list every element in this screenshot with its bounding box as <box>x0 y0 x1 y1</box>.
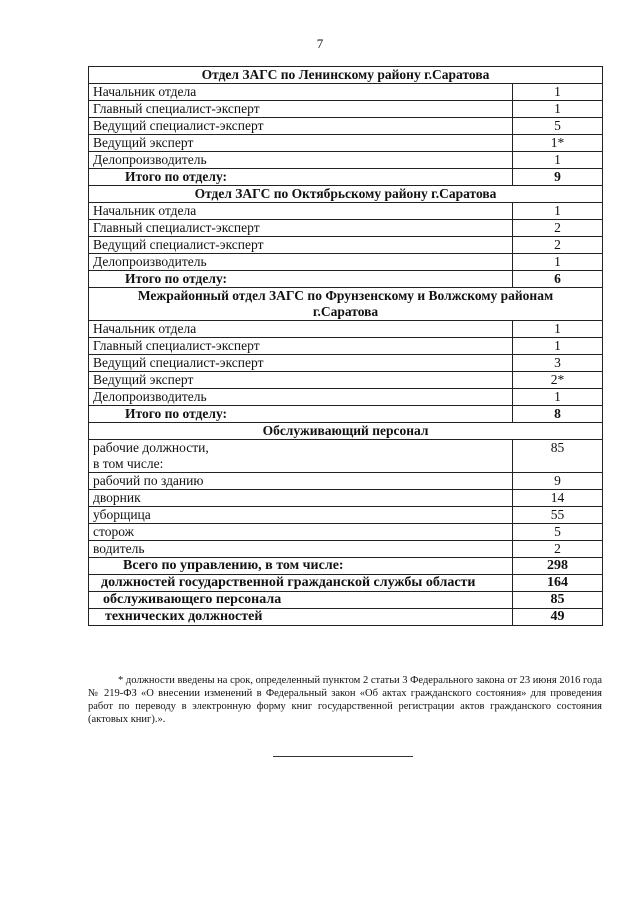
position-count: 2* <box>513 372 603 389</box>
section-title: Обслуживающий персонал <box>89 423 603 440</box>
table-row <box>89 372 603 389</box>
section-title: Отдел ЗАГС по Ленинскому району г.Саратова <box>89 67 603 84</box>
position-name: Начальник отдела <box>89 84 513 101</box>
position-name: Начальник отдела <box>89 203 513 220</box>
section-total-row <box>89 406 603 423</box>
footnote: * должности введены на срок, определенный пунктом 2 статьи 3 Федерального закона от 23 июня 2016 года № 219-ФЗ «О внесении изменений в Федеральный закон «Об актах гражданского состояния» для проведения работ по переводу в электронную форму книг государственной регистрации актов гражданского состояния (актовых книг).». <box>88 675 602 725</box>
table-row <box>89 473 603 490</box>
summary-row <box>89 558 603 575</box>
position-name <box>89 440 513 473</box>
table-row <box>89 490 603 507</box>
position-name: Делопроизводитель <box>89 389 513 406</box>
bottom-divider <box>273 756 413 757</box>
total-label: Итого по отделу: <box>89 169 513 186</box>
summary-label: Всего по управлению, в том числе: <box>89 558 513 575</box>
position-count: 55 <box>513 507 603 524</box>
position-count: 1 <box>513 389 603 406</box>
position-count: 1 <box>513 101 603 118</box>
position-count: 1 <box>513 203 603 220</box>
section-header <box>89 186 603 203</box>
position-name: уборщица <box>89 507 513 524</box>
total-count: 6 <box>513 271 603 288</box>
section-title-line: г.Саратова <box>312 304 379 319</box>
table-row <box>89 118 603 135</box>
table-row <box>89 524 603 541</box>
table-row <box>89 507 603 524</box>
table-row <box>89 355 603 372</box>
table-row <box>89 237 603 254</box>
summary-row <box>89 575 603 592</box>
position-name: Ведущий специалист-эксперт <box>89 355 513 372</box>
table-row <box>89 389 603 406</box>
position-count: 2 <box>513 220 603 237</box>
table-row <box>89 440 603 473</box>
position-name: Ведущий эксперт <box>89 372 513 389</box>
position-name: сторож <box>89 524 513 541</box>
section-title <box>89 288 603 321</box>
position-name: Делопроизводитель <box>89 152 513 169</box>
section-header <box>89 67 603 84</box>
summary-label: обслуживающего персонала <box>89 592 513 609</box>
position-count: 5 <box>513 118 603 135</box>
table-row <box>89 152 603 169</box>
position-count: 1 <box>513 338 603 355</box>
position-name: Главный специалист-эксперт <box>89 101 513 118</box>
section-total-row <box>89 169 603 186</box>
position-count: 1* <box>513 135 603 152</box>
table-row <box>89 203 603 220</box>
total-count: 9 <box>513 169 603 186</box>
section-header <box>89 288 603 321</box>
position-count: 85 <box>513 440 603 473</box>
position-name-line: рабочие должности, <box>93 440 209 455</box>
section-total-row <box>89 271 603 288</box>
summary-count: 85 <box>513 592 603 609</box>
summary-count: 164 <box>513 575 603 592</box>
summary-count: 298 <box>513 558 603 575</box>
position-count: 5 <box>513 524 603 541</box>
position-name: рабочий по зданию <box>89 473 513 490</box>
section-title: Отдел ЗАГС по Октябрьскому району г.Саратова <box>89 186 603 203</box>
total-label: Итого по отделу: <box>89 271 513 288</box>
page-number: 7 <box>316 36 324 51</box>
summary-count: 49 <box>513 609 603 626</box>
summary-label: должностей государственной гражданской службы области <box>89 575 513 592</box>
position-name-line: в том числе: <box>93 456 164 471</box>
position-count: 14 <box>513 490 603 507</box>
table-row <box>89 220 603 237</box>
position-name: Делопроизводитель <box>89 254 513 271</box>
table-row <box>89 84 603 101</box>
position-name: Ведущий специалист-эксперт <box>89 118 513 135</box>
table-row <box>89 101 603 118</box>
position-name: Главный специалист-эксперт <box>89 338 513 355</box>
table-row <box>89 254 603 271</box>
table-row <box>89 135 603 152</box>
table-row <box>89 321 603 338</box>
position-count: 3 <box>513 355 603 372</box>
position-count: 2 <box>513 237 603 254</box>
summary-label: технических должностей <box>89 609 513 626</box>
position-name: Главный специалист-эксперт <box>89 220 513 237</box>
position-name: дворник <box>89 490 513 507</box>
position-name: Ведущий специалист-эксперт <box>89 237 513 254</box>
total-label: Итого по отделу: <box>89 406 513 423</box>
staff-table <box>88 66 603 626</box>
position-count: 1 <box>513 84 603 101</box>
position-count: 1 <box>513 254 603 271</box>
position-count: 9 <box>513 473 603 490</box>
table-row <box>89 541 603 558</box>
position-count: 2 <box>513 541 603 558</box>
position-name: Ведущий эксперт <box>89 135 513 152</box>
summary-row <box>89 609 603 626</box>
summary-row <box>89 592 603 609</box>
table-row <box>89 338 603 355</box>
position-count: 1 <box>513 321 603 338</box>
position-count: 1 <box>513 152 603 169</box>
total-count: 8 <box>513 406 603 423</box>
section-title-line: Межрайонный отдел ЗАГС по Фрунзенскому и Волжскому районам <box>137 288 554 303</box>
section-header <box>89 423 603 440</box>
position-name: Начальник отдела <box>89 321 513 338</box>
position-name: водитель <box>89 541 513 558</box>
